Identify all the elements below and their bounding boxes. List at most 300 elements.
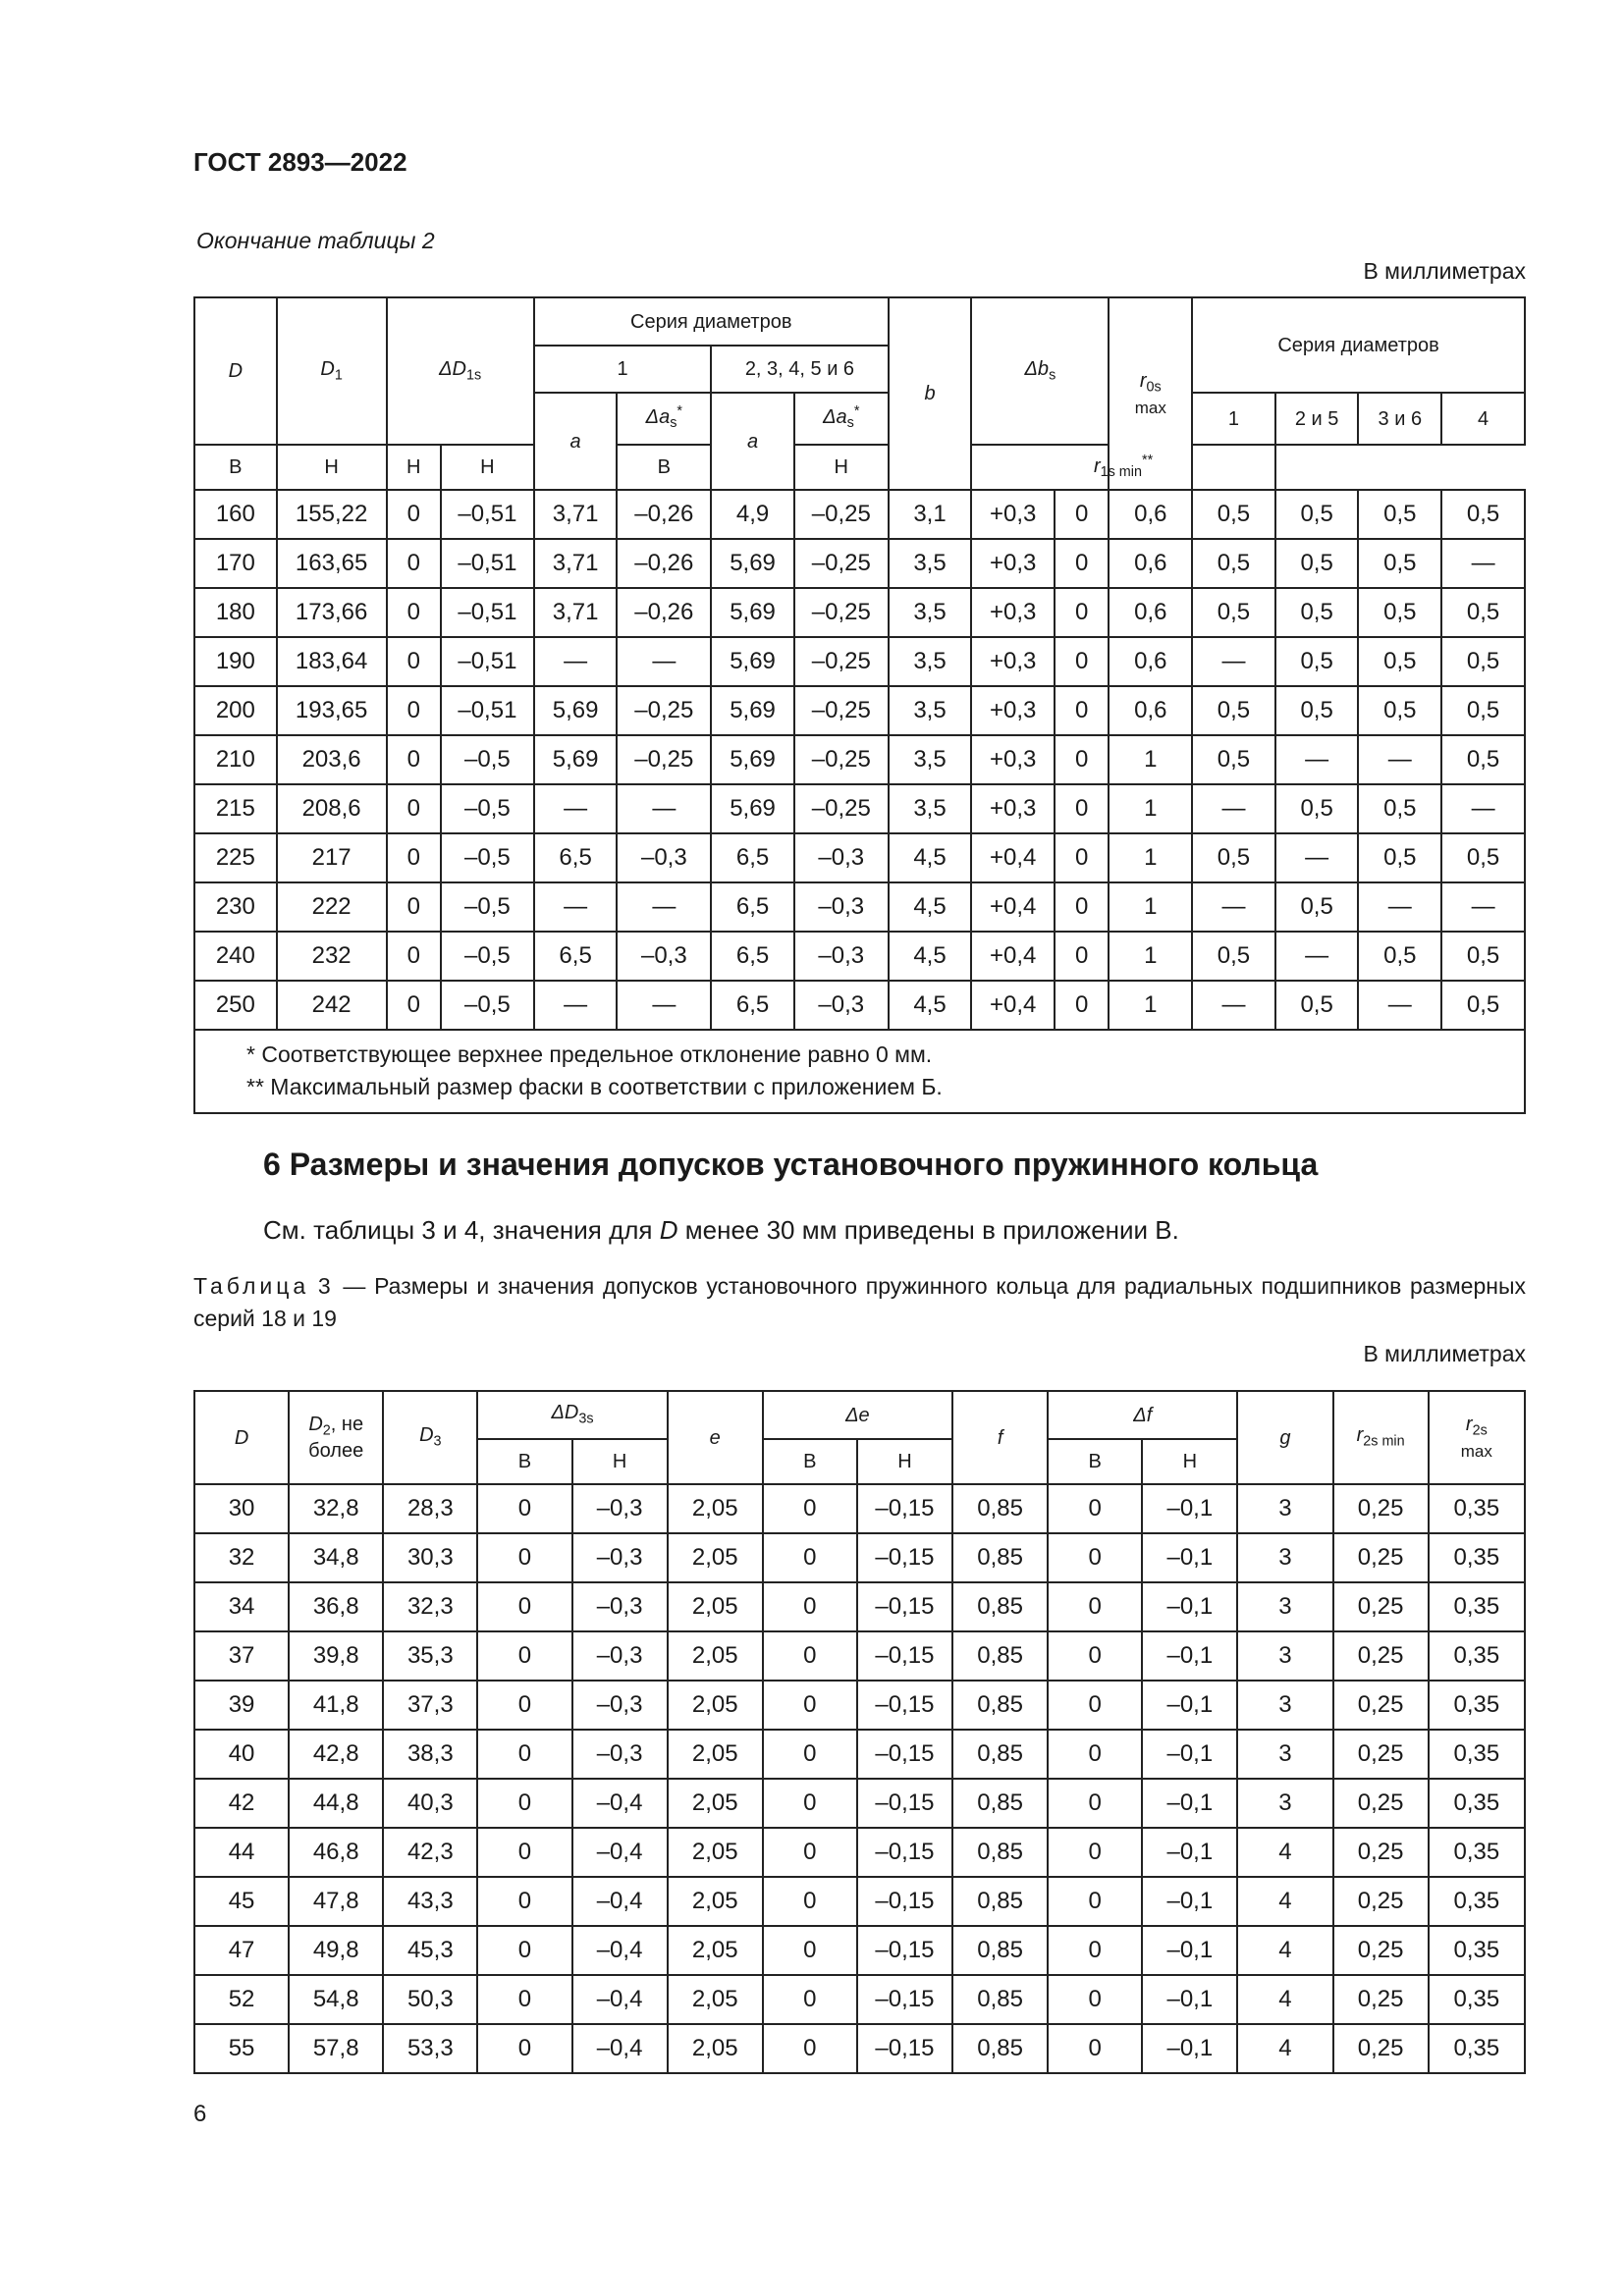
table-cell: — <box>1275 932 1359 981</box>
table-cell: 3,5 <box>889 539 972 588</box>
table-row <box>194 1582 1525 1631</box>
header-series-2-6: 2, 3, 4, 5 и 6 <box>711 346 888 393</box>
table-cell: 0,85 <box>952 1779 1048 1828</box>
footnote-double-star: ** Максимальный размер фаски в соответствии с приложением Б. <box>246 1074 943 1100</box>
table-cell: 0 <box>477 1975 571 2024</box>
table-row <box>194 1779 1525 1828</box>
table-cell: — <box>617 637 711 686</box>
table-cell: –0,3 <box>794 882 889 932</box>
table-cell: 163,65 <box>277 539 387 588</box>
section-6-title: 6 Размеры и значения допусков установочного пружинного кольца <box>263 1147 1319 1182</box>
header-a1: a <box>534 393 618 490</box>
table-cell: 0 <box>1055 637 1109 686</box>
table-cell: — <box>534 981 618 1030</box>
table-cell: –0,1 <box>1142 1975 1237 2024</box>
table-cell: +0,3 <box>971 784 1055 833</box>
table-cell: –0,25 <box>794 490 889 539</box>
table-cell: 0 <box>763 2024 857 2073</box>
table-cell: 0,5 <box>1441 833 1525 882</box>
table-row <box>194 1533 1525 1582</box>
table-cell: 3,71 <box>534 490 618 539</box>
table-cell: +0,4 <box>971 932 1055 981</box>
table-cell: 1 <box>1109 833 1192 882</box>
table-cell: 53,3 <box>383 2024 477 2073</box>
table-cell: 32,8 <box>289 1484 383 1533</box>
table-cell: 0,25 <box>1333 1631 1429 1681</box>
table-cell: 0 <box>477 1779 571 1828</box>
section-6-text: См. таблицы 3 и 4, значения для D менее 30 мм приведены в приложении В. <box>263 1215 1179 1245</box>
table-cell: 54,8 <box>289 1975 383 2024</box>
table-cell: 5,69 <box>711 686 794 735</box>
table-cell: 0,35 <box>1429 1779 1525 1828</box>
table-cell: 0,5 <box>1358 637 1441 686</box>
header-dD1s: $\Delta D_{1s}$ <box>387 297 534 445</box>
table-cell: 3 <box>1237 1533 1332 1582</box>
table2-units: В миллиметрах <box>1363 258 1526 284</box>
table-cell: 0,25 <box>1333 1730 1429 1779</box>
table-cell: 0,5 <box>1358 490 1441 539</box>
table-cell: –0,25 <box>794 637 889 686</box>
table-row <box>194 932 1525 981</box>
table-cell: 0,85 <box>952 2024 1048 2073</box>
table-cell: 203,6 <box>277 735 387 784</box>
header-a2: a <box>711 393 794 490</box>
table-cell: –0,1 <box>1142 1484 1237 1533</box>
header-N: Н <box>277 445 387 490</box>
header-V: В <box>617 445 711 490</box>
table-cell: –0,1 <box>1142 1877 1237 1926</box>
table-cell: 1 <box>1109 882 1192 932</box>
table-cell: 0,5 <box>1192 490 1275 539</box>
table3 <box>193 1390 1526 2074</box>
table-cell: –0,26 <box>617 588 711 637</box>
table-cell: 0 <box>763 1484 857 1533</box>
table-row <box>194 735 1525 784</box>
table-cell: 155,22 <box>277 490 387 539</box>
table-cell: 57,8 <box>289 2024 383 2073</box>
table-cell: –0,3 <box>572 1533 668 1582</box>
header-col-3-6: 3 и 6 <box>1358 393 1441 445</box>
table-cell: 0,85 <box>952 1926 1048 1975</box>
table-cell: 0,5 <box>1275 539 1359 588</box>
table-cell: 3,5 <box>889 686 972 735</box>
table-cell: –0,51 <box>441 539 534 588</box>
header-col-4: 4 <box>1441 393 1525 445</box>
header-series: Серия диаметров <box>534 297 889 346</box>
table-cell: 210 <box>194 735 277 784</box>
table-cell: 0 <box>477 1877 571 1926</box>
table-cell: 34,8 <box>289 1533 383 1582</box>
table-cell: 0,35 <box>1429 1975 1525 2024</box>
table-cell: 0 <box>1048 1975 1142 2024</box>
table-row <box>194 539 1525 588</box>
table-cell: 0,5 <box>1275 490 1359 539</box>
table-cell: 0 <box>1048 1779 1142 1828</box>
table-cell: 3 <box>1237 1779 1332 1828</box>
table-cell: 3,71 <box>534 539 618 588</box>
table-cell: –0,15 <box>857 1533 952 1582</box>
table-cell: 0 <box>763 1926 857 1975</box>
table-cell: — <box>617 784 711 833</box>
table-cell: 0 <box>1048 1582 1142 1631</box>
table-cell: 0 <box>387 637 441 686</box>
table-cell: 3 <box>1237 1631 1332 1681</box>
table-cell: –0,51 <box>441 637 534 686</box>
header-V: В <box>1048 1439 1142 1484</box>
table-cell: –0,15 <box>857 2024 952 2073</box>
header-D2: $D_2$, не более <box>289 1391 383 1484</box>
table-cell: –0,26 <box>617 539 711 588</box>
table-cell: 2,05 <box>668 1926 763 1975</box>
table-cell: 0 <box>763 1877 857 1926</box>
table-cell: 0 <box>763 1975 857 2024</box>
table-cell: +0,4 <box>971 981 1055 1030</box>
table-cell: 0,25 <box>1333 1582 1429 1631</box>
table-cell: 0 <box>387 882 441 932</box>
table-cell: 4 <box>1237 1926 1332 1975</box>
table-cell: 0,85 <box>952 1484 1048 1533</box>
table-row <box>194 490 1525 539</box>
table-cell: 0 <box>763 1779 857 1828</box>
table-cell: –0,1 <box>1142 1631 1237 1681</box>
table-cell: 3,1 <box>889 490 972 539</box>
table-cell: 28,3 <box>383 1484 477 1533</box>
header-D3: $D_3$ <box>383 1391 477 1484</box>
table-cell: –0,1 <box>1142 1926 1237 1975</box>
table-cell: 2,05 <box>668 1582 763 1631</box>
table-row <box>194 1730 1525 1779</box>
table-cell: 0,85 <box>952 1975 1048 2024</box>
table-cell: 0 <box>477 1828 571 1877</box>
table-cell: 2,05 <box>668 1877 763 1926</box>
table-cell: 43,3 <box>383 1877 477 1926</box>
table-cell: 0,5 <box>1192 735 1275 784</box>
table-cell: 183,64 <box>277 637 387 686</box>
table-cell: 1 <box>1109 981 1192 1030</box>
table-cell: 215 <box>194 784 277 833</box>
table-row <box>194 1484 1525 1533</box>
table-cell: –0,4 <box>572 1828 668 1877</box>
table-cell: 0,5 <box>1358 833 1441 882</box>
table-cell: — <box>1192 637 1275 686</box>
table-cell: 0,5 <box>1275 882 1359 932</box>
table-cell: 6,5 <box>534 932 618 981</box>
table-row <box>194 637 1525 686</box>
table-cell: 0 <box>763 1631 857 1681</box>
table-cell: –0,3 <box>794 833 889 882</box>
table-cell: 32,3 <box>383 1582 477 1631</box>
table-cell: 0 <box>1055 539 1109 588</box>
table-cell: 0 <box>387 735 441 784</box>
table-cell: 0,85 <box>952 1582 1048 1631</box>
table-cell: 3 <box>1237 1484 1332 1533</box>
table-cell: 0,25 <box>1333 1975 1429 2024</box>
page-number: 6 <box>193 2101 207 2127</box>
table-cell: –0,25 <box>794 588 889 637</box>
table-cell: 6,5 <box>711 981 794 1030</box>
table-cell: 39 <box>194 1681 289 1730</box>
document-code: ГОСТ 2893—2022 <box>193 147 407 177</box>
table-cell: 0,5 <box>1441 637 1525 686</box>
table-cell: 0 <box>387 539 441 588</box>
table-cell: 0 <box>1048 1730 1142 1779</box>
table-cell: 1 <box>1109 784 1192 833</box>
header-D: D <box>194 297 277 445</box>
table-cell: 0 <box>477 1533 571 1582</box>
table-cell: 45 <box>194 1877 289 1926</box>
table-cell: 0,25 <box>1333 1877 1429 1926</box>
table-cell: 5,69 <box>711 539 794 588</box>
table-cell: 0 <box>387 490 441 539</box>
table-cell: –0,25 <box>794 686 889 735</box>
table-cell: 0,5 <box>1192 588 1275 637</box>
table-cell: 2,05 <box>668 1533 763 1582</box>
table-cell: +0,3 <box>971 539 1055 588</box>
header-series2: Серия диаметров <box>1192 297 1525 393</box>
table-cell: –0,4 <box>572 1877 668 1926</box>
table-cell: 190 <box>194 637 277 686</box>
table-row <box>194 1975 1525 2024</box>
table-cell: 4,9 <box>711 490 794 539</box>
table-cell: 3,5 <box>889 784 972 833</box>
table-cell: –0,3 <box>617 833 711 882</box>
table-row <box>194 2024 1525 2073</box>
table-cell: 5,69 <box>711 784 794 833</box>
table-cell: 5,69 <box>711 735 794 784</box>
table-cell: 32 <box>194 1533 289 1582</box>
table-cell: 0,6 <box>1109 588 1192 637</box>
table-cell: 44 <box>194 1828 289 1877</box>
table-cell: 0,85 <box>952 1681 1048 1730</box>
table-cell: 0 <box>1055 735 1109 784</box>
table-cell: 0 <box>1048 1681 1142 1730</box>
table-cell: +0,3 <box>971 588 1055 637</box>
table-cell: 5,69 <box>534 735 618 784</box>
table-cell: 0,6 <box>1109 490 1192 539</box>
table3-header <box>194 1391 1525 1484</box>
table-cell: 0,25 <box>1333 1681 1429 1730</box>
table2-footnote-cell <box>194 1030 1525 1113</box>
table-cell: 6,5 <box>711 932 794 981</box>
table-cell: 5,69 <box>711 637 794 686</box>
table-cell: 5,69 <box>534 686 618 735</box>
header-series-1: 1 <box>534 346 711 393</box>
table-row <box>194 1926 1525 1975</box>
table-cell: — <box>1192 784 1275 833</box>
table-cell: — <box>1358 735 1441 784</box>
table-cell: 35,3 <box>383 1631 477 1681</box>
table-cell: 0,5 <box>1441 686 1525 735</box>
table-cell: 4 <box>1237 1975 1332 2024</box>
table-cell: — <box>534 882 618 932</box>
table-cell: –0,3 <box>794 932 889 981</box>
table-cell: 200 <box>194 686 277 735</box>
table-cell: 0 <box>387 932 441 981</box>
table-cell: 208,6 <box>277 784 387 833</box>
table-cell: 0,35 <box>1429 1828 1525 1877</box>
table-cell: 0,25 <box>1333 1779 1429 1828</box>
table-cell: –0,1 <box>1142 1533 1237 1582</box>
table-cell: –0,3 <box>572 1484 668 1533</box>
table-cell: 38,3 <box>383 1730 477 1779</box>
table-cell: 37,3 <box>383 1681 477 1730</box>
table-cell: –0,51 <box>441 686 534 735</box>
header-N: Н <box>387 445 441 490</box>
header-dbs: $\Delta b_s$ <box>971 297 1109 445</box>
header-N: Н <box>857 1439 952 1484</box>
table-cell: 49,8 <box>289 1926 383 1975</box>
table2-footnotes <box>194 1030 1525 1113</box>
table-cell: –0,15 <box>857 1730 952 1779</box>
header-col-2-5: 2 и 5 <box>1275 393 1359 445</box>
table-cell: –0,15 <box>857 1484 952 1533</box>
header-V: В <box>763 1439 857 1484</box>
header-col-1: 1 <box>1192 393 1275 445</box>
table-cell: 4 <box>1237 1877 1332 1926</box>
table-cell: 30,3 <box>383 1533 477 1582</box>
table-cell: 0 <box>1048 1484 1142 1533</box>
table-cell: 1 <box>1109 932 1192 981</box>
table-cell: 3,5 <box>889 588 972 637</box>
table-row <box>194 686 1525 735</box>
header-r2s-max: $r_{2s}$ max <box>1429 1391 1525 1484</box>
table-cell: –0,1 <box>1142 2024 1237 2073</box>
table-cell: –0,4 <box>572 1926 668 1975</box>
table-cell: –0,3 <box>794 981 889 1030</box>
table-cell: 0,85 <box>952 1828 1048 1877</box>
table-cell: 0 <box>1055 686 1109 735</box>
table-cell: –0,4 <box>572 2024 668 2073</box>
table-cell: 230 <box>194 882 277 932</box>
table-cell: 0 <box>1048 1533 1142 1582</box>
table-cell: 0 <box>387 784 441 833</box>
header-r0s: $r_{0s}$ max <box>1109 297 1192 490</box>
header-V: В <box>477 1439 571 1484</box>
header-N: Н <box>794 445 889 490</box>
table-cell: 0,5 <box>1192 932 1275 981</box>
table-cell: 0 <box>477 1730 571 1779</box>
table-cell: 37 <box>194 1631 289 1681</box>
table-cell: –0,15 <box>857 1926 952 1975</box>
header-das2: $\Delta a_s^*$ <box>794 393 889 445</box>
table-cell: 180 <box>194 588 277 637</box>
table-cell: 0,25 <box>1333 1484 1429 1533</box>
table-cell: +0,3 <box>971 490 1055 539</box>
table-cell: –0,15 <box>857 1877 952 1926</box>
table-row <box>194 981 1525 1030</box>
table-cell: 0,5 <box>1358 588 1441 637</box>
table-cell: 4 <box>1237 1828 1332 1877</box>
table-cell: 232 <box>277 932 387 981</box>
table-cell: 47 <box>194 1926 289 1975</box>
table-cell: 2,05 <box>668 1975 763 2024</box>
table-cell: –0,25 <box>794 539 889 588</box>
table-cell: 2,05 <box>668 1730 763 1779</box>
table2 <box>193 296 1526 1114</box>
table-cell: 0,5 <box>1441 981 1525 1030</box>
table-cell: 0 <box>477 1582 571 1631</box>
table2-continuation-caption: Окончание таблицы 2 <box>196 228 435 253</box>
table-row <box>194 833 1525 882</box>
table-cell: 2,05 <box>668 1681 763 1730</box>
table-cell: 52 <box>194 1975 289 2024</box>
table-cell: 0 <box>1055 932 1109 981</box>
table-cell: +0,4 <box>971 882 1055 932</box>
table-cell: 0,5 <box>1358 784 1441 833</box>
table3-units: В миллиметрах <box>1363 1341 1526 1366</box>
header-r1s: $r_{1s min}^{**}$ <box>971 445 1274 490</box>
table-cell: — <box>1358 882 1441 932</box>
table-cell: — <box>617 882 711 932</box>
header-f: f <box>952 1391 1048 1484</box>
table-cell: 46,8 <box>289 1828 383 1877</box>
table-cell: 30 <box>194 1484 289 1533</box>
table-cell: 0 <box>763 1681 857 1730</box>
table-cell: 4,5 <box>889 932 972 981</box>
table-cell: –0,26 <box>617 490 711 539</box>
table-cell: 2,05 <box>668 1631 763 1681</box>
table-row <box>194 1828 1525 1877</box>
table-cell: 0,5 <box>1441 735 1525 784</box>
table-cell: 41,8 <box>289 1681 383 1730</box>
table-cell: 0 <box>477 1681 571 1730</box>
footnote-star: * Соответствующее верхнее предельное отклонение равно 0 мм. <box>246 1041 933 1067</box>
table-cell: 0 <box>477 1926 571 1975</box>
table-cell: +0,3 <box>971 637 1055 686</box>
header-dD3s: $\Delta D_{3s}$ <box>477 1391 667 1439</box>
table-cell: 3,5 <box>889 735 972 784</box>
table-cell: +0,3 <box>971 686 1055 735</box>
header-de: Δe <box>763 1391 952 1439</box>
table-cell: 0,5 <box>1358 932 1441 981</box>
table-cell: –0,51 <box>441 490 534 539</box>
table-cell: — <box>1192 882 1275 932</box>
table-cell: 6,5 <box>711 833 794 882</box>
table-cell: –0,25 <box>617 686 711 735</box>
table-cell: 242 <box>277 981 387 1030</box>
table-cell: 42,8 <box>289 1730 383 1779</box>
table-cell: 39,8 <box>289 1631 383 1681</box>
table-cell: –0,51 <box>441 588 534 637</box>
table-cell: 4,5 <box>889 981 972 1030</box>
header-b: b <box>889 297 972 490</box>
table-cell: 0,5 <box>1441 490 1525 539</box>
table-cell: 40 <box>194 1730 289 1779</box>
table-cell: 0,35 <box>1429 2024 1525 2073</box>
table-cell: –0,25 <box>617 735 711 784</box>
table-cell: 0 <box>1055 833 1109 882</box>
table-cell: 0,35 <box>1429 1730 1525 1779</box>
table-cell: 6,5 <box>534 833 618 882</box>
table-cell: 5,69 <box>711 588 794 637</box>
table-cell: 2,05 <box>668 1779 763 1828</box>
table-cell: 0 <box>477 1631 571 1681</box>
table-cell: 0 <box>763 1533 857 1582</box>
table-cell: 3 <box>1237 1582 1332 1631</box>
table-cell: 0 <box>387 588 441 637</box>
table-cell: 0,35 <box>1429 1926 1525 1975</box>
table-cell: — <box>1192 981 1275 1030</box>
table-row <box>194 1631 1525 1681</box>
table-cell: 0,35 <box>1429 1877 1525 1926</box>
table-cell: 50,3 <box>383 1975 477 2024</box>
table-cell: –0,15 <box>857 1582 952 1631</box>
header-e: e <box>668 1391 763 1484</box>
table-cell: 0,5 <box>1192 833 1275 882</box>
table-cell: 2,05 <box>668 2024 763 2073</box>
table-cell: 0,5 <box>1192 539 1275 588</box>
table-cell: 4,5 <box>889 833 972 882</box>
